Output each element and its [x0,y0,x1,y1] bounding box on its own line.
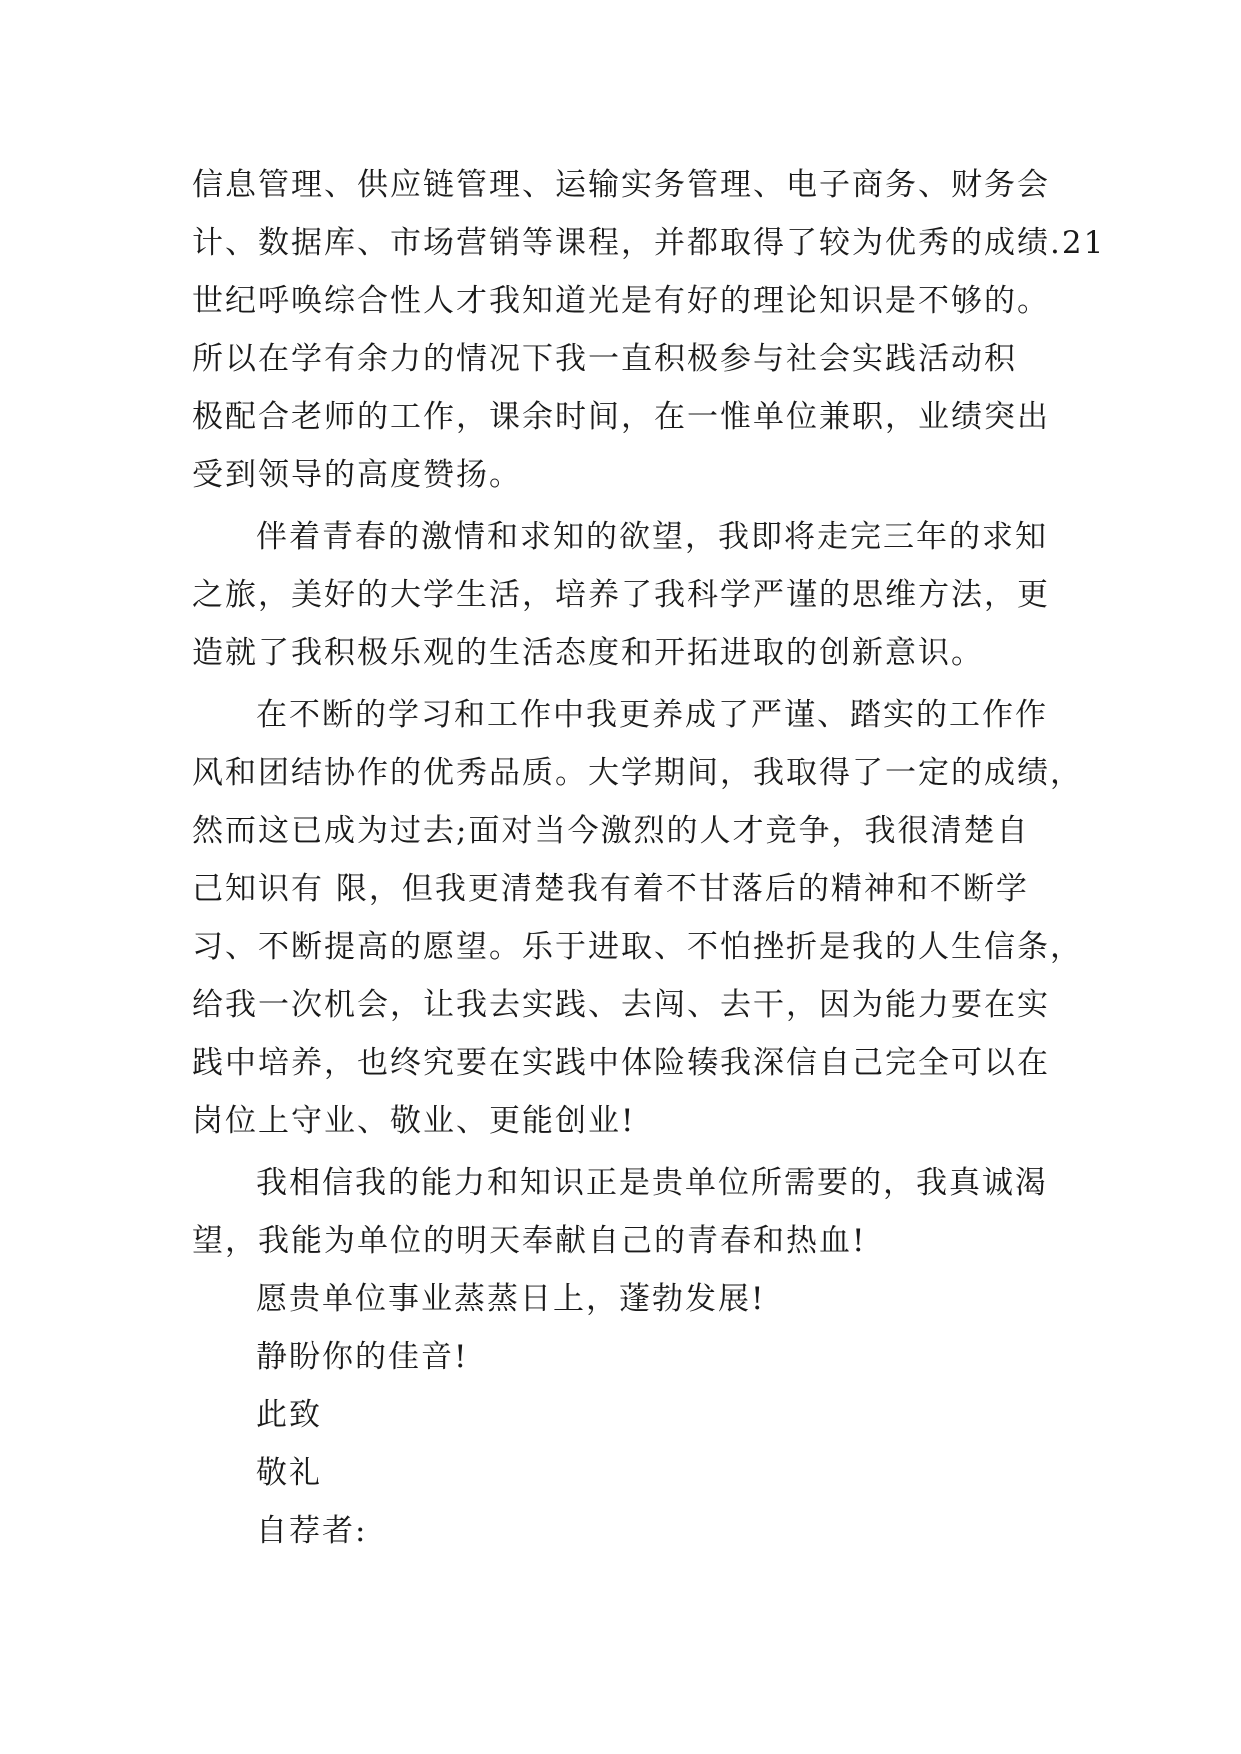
text-line: 己知识有 限，但我更清楚我有着不甘落后的精神和不断学 [192,871,1029,907]
text-line: 风和团结协作的优秀品质。大学期间，我取得了一定的成绩， [192,755,1083,791]
closing-wish: 愿贵单位事业蒸蒸日上，蓬勃发展! [256,1281,766,1317]
salutation-ci-zhi: 此致 [256,1397,322,1433]
text-line: 然而这已成为过去;面对当今激烈的人才竞争，我很清楚自 [192,813,1030,849]
text-line: 习、不断提高的愿望。乐于进取、不怕挫折是我的人生信条， [192,929,1083,965]
text-line: 在不断的学习和工作中我更养成了严谨、踏实的工作作 [256,697,1048,733]
text-line: 望，我能为单位的明天奉献自己的青春和热血! [192,1223,867,1259]
text-line: 伴着青春的激情和求知的欲望，我即将走完三年的求知 [256,519,1048,555]
salutation-jing-li: 敬礼 [256,1455,322,1491]
text-line: 所以在学有余力的情况下我一直积极参与社会实践活动积 [192,341,1017,377]
text-line: 造就了我积极乐观的生活态度和开拓进取的创新意识。 [192,635,984,671]
closing-await: 静盼你的佳音! [256,1339,469,1375]
text-line: 之旅，美好的大学生活，培养了我科学严谨的思维方法，更 [192,577,1050,613]
text-line: 信息管理、供应链管理、运输实务管理、电子商务、财务会 [192,167,1050,203]
signature-label: 自荐者: [256,1513,368,1549]
text-line: 计、数据库、市场营销等课程，并都取得了较为优秀的成绩.21 [192,225,1106,261]
text-line: 受到领导的高度赞扬。 [192,457,522,493]
text-line: 践中培养，也终究要在实践中体险辏我深信自己完全可以在 [192,1045,1050,1081]
text-line: 极配合老师的工作，课余时间，在一惟单位兼职，业绩突出 [192,399,1050,435]
text-line: 我相信我的能力和知识正是贵单位所需要的，我真诚渴 [256,1165,1048,1201]
text-line: 岗位上守业、敬业、更能创业! [192,1103,636,1139]
text-line: 世纪呼唤综合性人才我知道光是有好的理论知识是不够的。 [192,283,1050,319]
text-line: 给我一次机会，让我去实践、去闯、去干，因为能力要在实 [192,987,1050,1023]
